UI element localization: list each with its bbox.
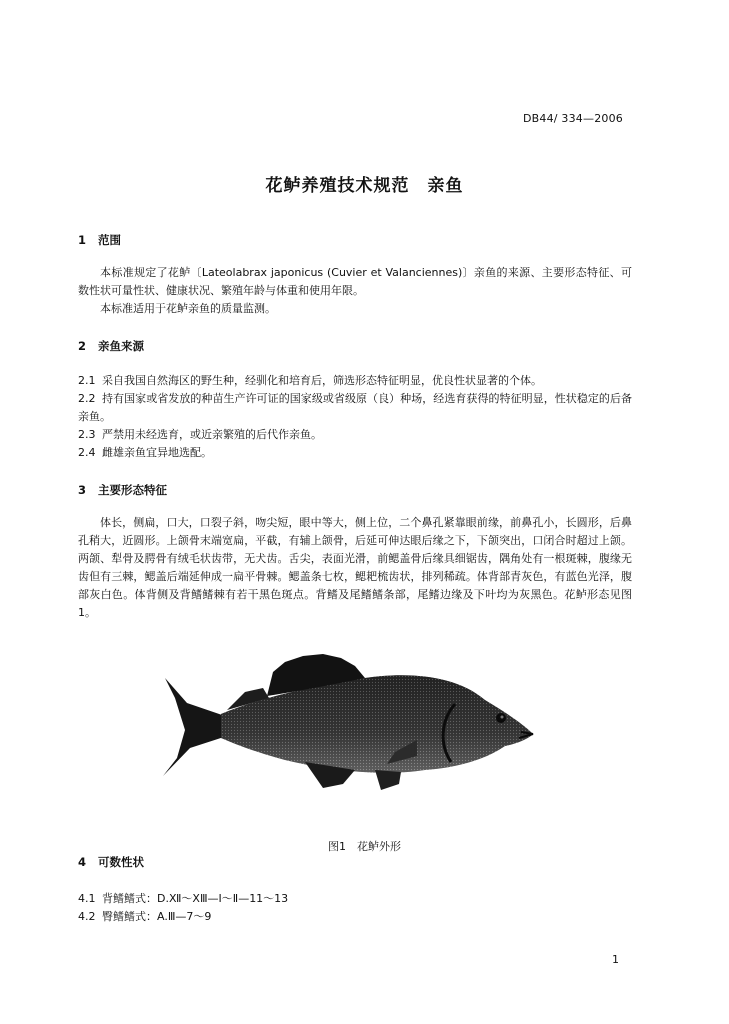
fish-pelvic-fin — [375, 770, 401, 790]
clause-2-4 — [78, 444, 632, 462]
standard-number: DB44/ 334—2006 — [522, 112, 623, 125]
section-title: 亲鱼来源 — [98, 339, 144, 353]
fish-tail — [163, 678, 227, 776]
document-title: 花鲈养殖技术规范 亲鱼 — [265, 176, 464, 196]
section-title: 可数性状 — [98, 855, 144, 869]
clause-number: 4.2 — [78, 910, 96, 923]
section-2-heading — [78, 338, 144, 354]
clause-2-3 — [78, 426, 632, 444]
clause-number: 2.2 — [78, 392, 96, 405]
clause-text: 采自我国自然海区的野生种，经驯化和培育后，筛选形态特征明显，优良性状显著的个体。 — [102, 374, 542, 387]
figure-caption: 图1 花鲈外形 — [328, 840, 401, 853]
section-3-paragraph: 体长，侧扁，口大，口裂子斜，吻尖短，眼中等大，侧上位，二个鼻孔紧靠眼前缘，前鼻孔小，长圆形，后鼻孔稍大，近圆形。上颌骨末端宽扁，平截，有辅上颌骨，后延可伸达眼后缘之下，下颌突出，口闭合时超过上颌。两颌、犁骨及腭骨有绒毛状齿带，无犬齿。舌尖，表面光滑，前鳃盖骨后缘具细锯齿，隅角处有一根斑棘，腹缘无齿但有三棘，鳃盖后端延伸成一扁平骨棘。鳃盖条七枚，鳃耙梳齿状，排列稀疏。体背部青灰色，有蓝色光泽，腹部灰白色。体背侧及背鳍鳍棘有若干黑色斑点。背鳍及尾鳍鳍条部，尾鳍边缘及下叶均为灰黑色。花鲈形态见图1。 — [78, 516, 632, 619]
section-number: 4 — [78, 855, 87, 869]
clause-2-1 — [78, 372, 632, 390]
clause-text: 严禁用未经选育，或近亲繁殖的后代作亲鱼。 — [102, 428, 322, 441]
section-number: 1 — [78, 233, 87, 247]
page-number: 1 — [612, 953, 619, 966]
section-number: 3 — [78, 483, 87, 497]
clause-text: 雌雄亲鱼宜异地选配。 — [102, 446, 212, 459]
section-title: 主要形态特征 — [98, 483, 167, 497]
section-number: 2 — [78, 339, 87, 353]
section-3-heading — [78, 482, 167, 498]
clause-4-2 — [78, 908, 632, 926]
section-4-heading — [78, 854, 144, 870]
clause-text: 臀鳍鳍式：A.Ⅲ—7～9 — [102, 910, 212, 923]
section-1-heading — [78, 232, 121, 248]
clause-text: 背鳍鳍式：D.Ⅻ～ⅩⅢ—Ⅰ～Ⅱ—11～13 — [102, 892, 289, 905]
clause-number: 4.1 — [78, 892, 96, 905]
sea-bass-figure — [155, 648, 535, 798]
section-1-paragraph-2: 本标准适用于花鲈亲鱼的质量监测。 — [100, 302, 276, 315]
clause-4-1 — [78, 890, 632, 908]
clause-number: 2.3 — [78, 428, 96, 441]
clause-number: 2.1 — [78, 374, 96, 387]
clause-2-2 — [78, 390, 632, 426]
clause-number: 2.4 — [78, 446, 96, 459]
clause-text: 持有国家或省发放的种苗生产许可证的国家级或省级原（良）种场，经选育获得的特征明显，性状稳定的后备亲鱼。 — [78, 392, 632, 423]
section-1-paragraph-1: 本标准规定了花鲈〔Lateolabrax japonicus (Cuvier et Valanciennes)〕亲鱼的来源、主要形态特征、可数性状可量性状、健康状况、繁殖年龄与体重和使用年限。 — [78, 266, 632, 297]
section-title: 范围 — [98, 233, 121, 247]
